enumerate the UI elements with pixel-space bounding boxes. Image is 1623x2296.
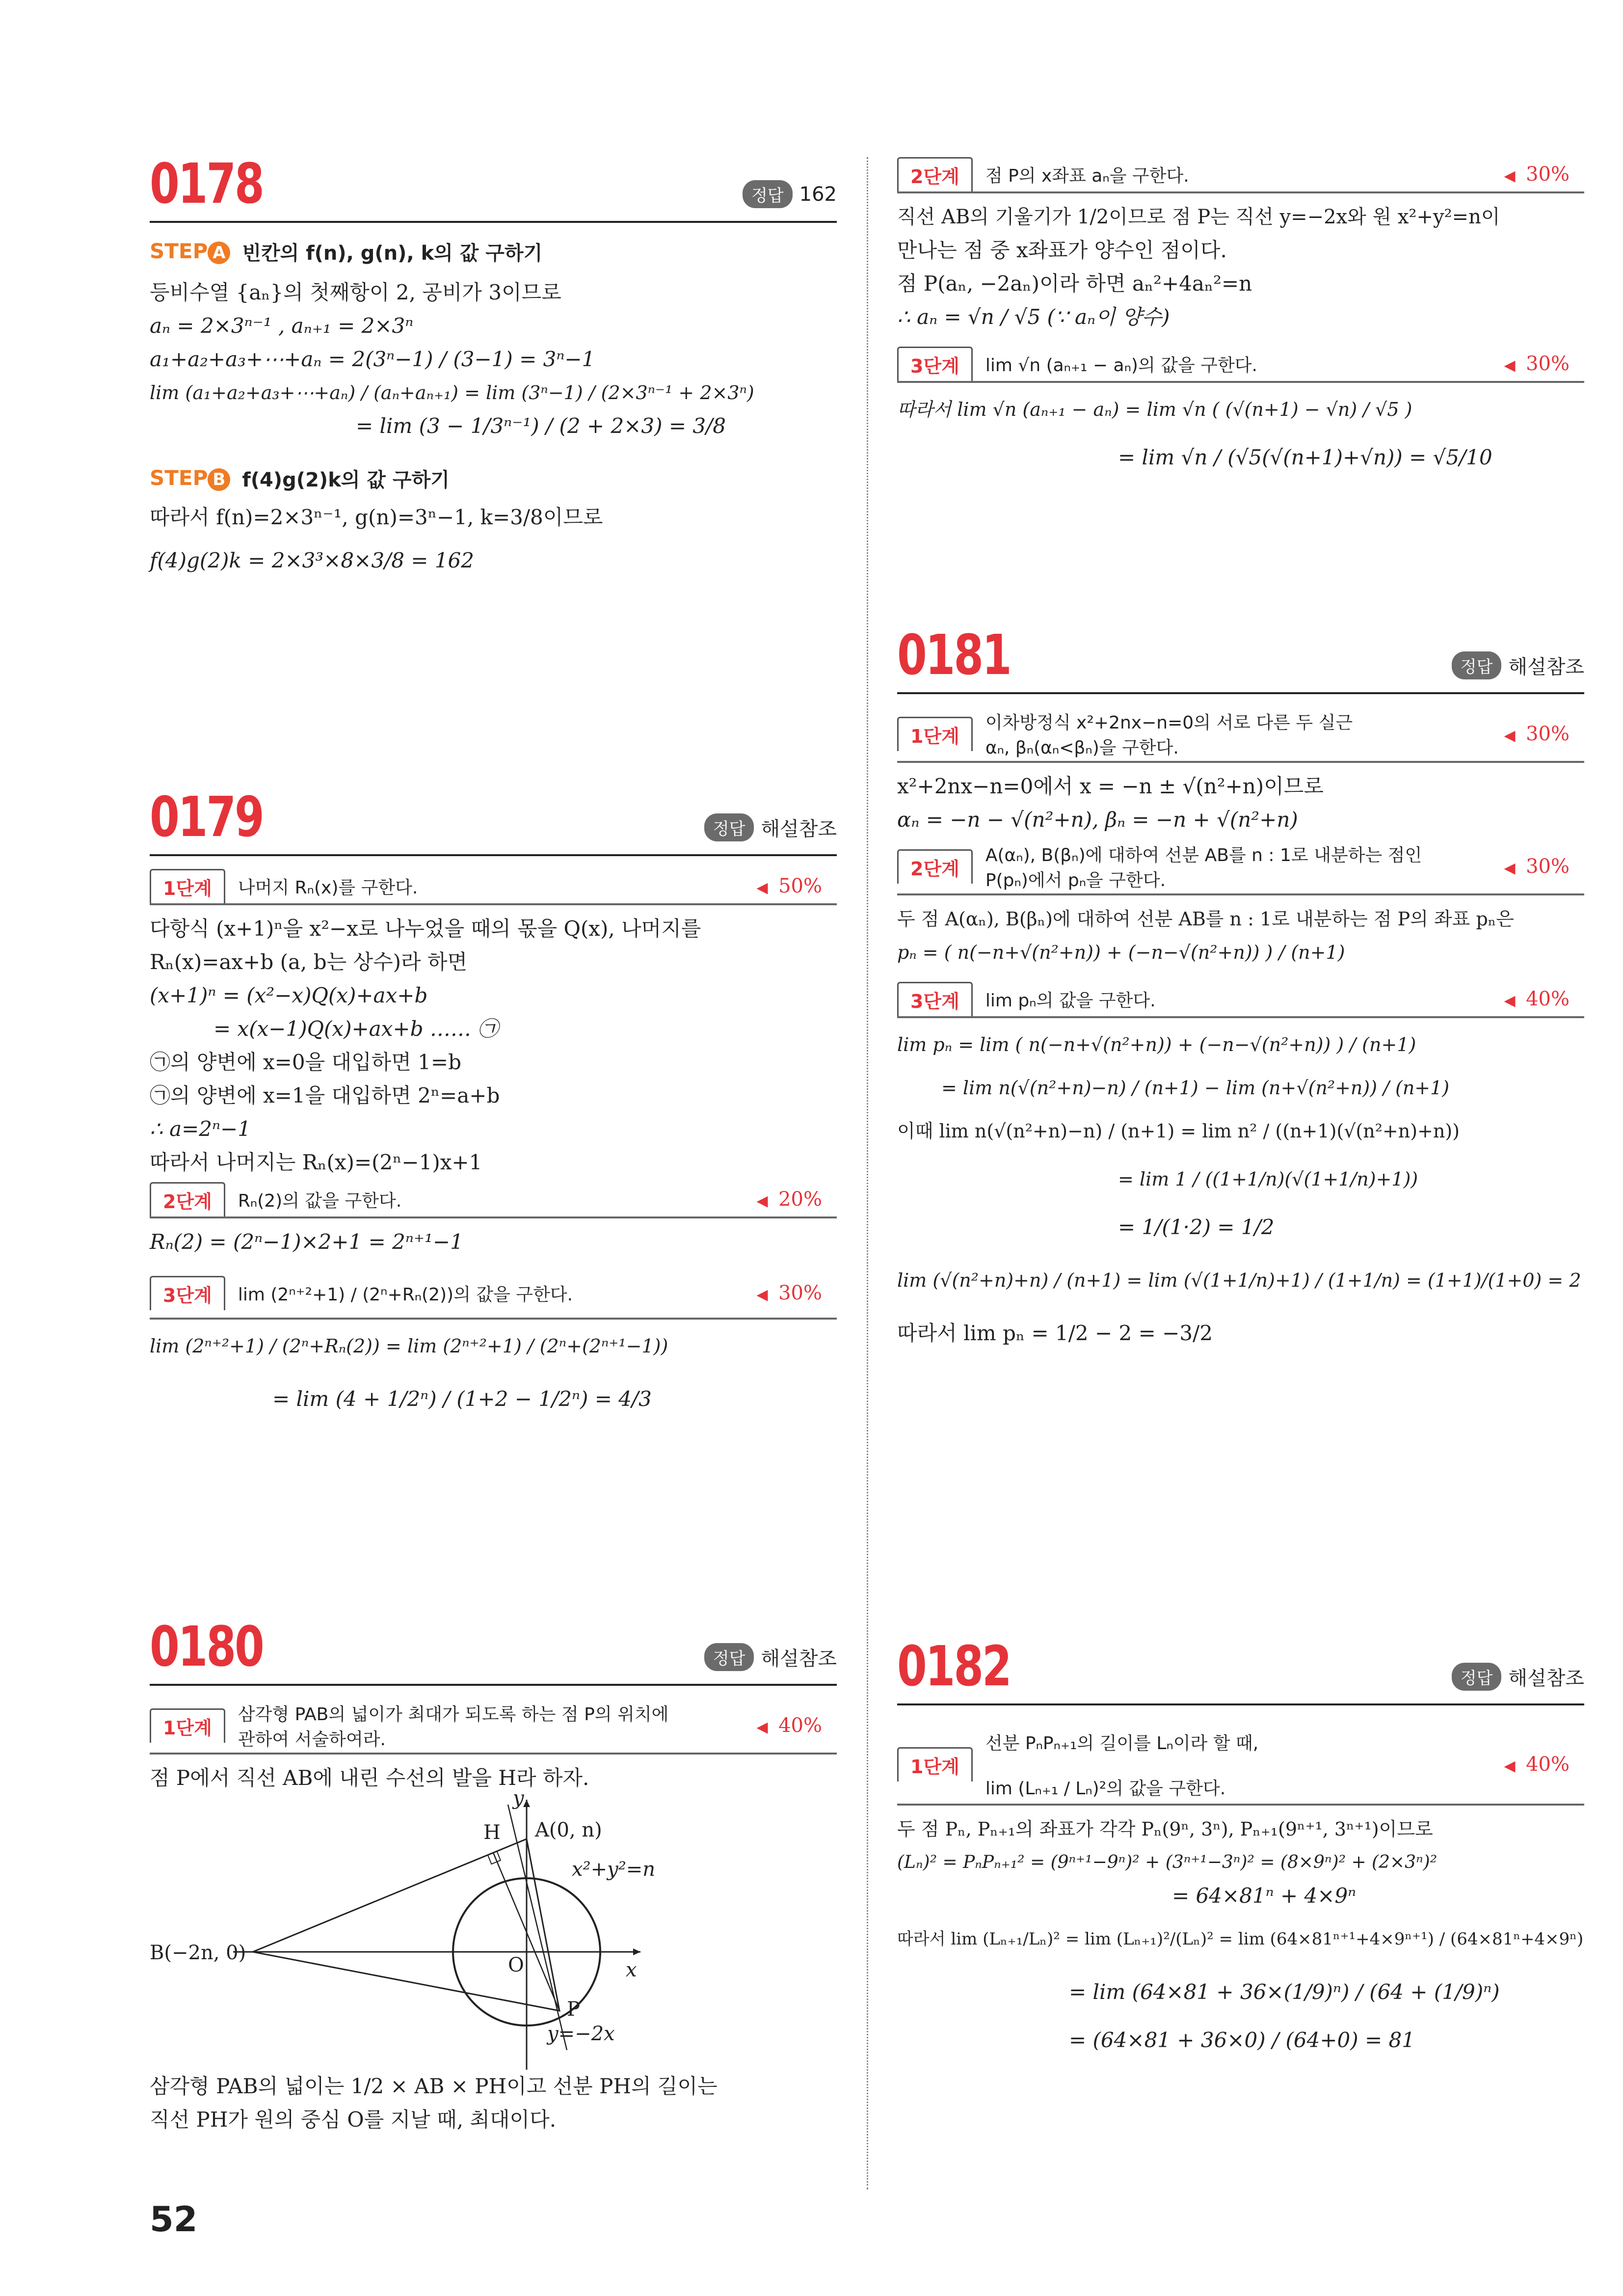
math-line: = (64×81 + 36×0) / (64+0) = 81 bbox=[1069, 2028, 1415, 2052]
step-b-title: f(4)g(2)k의 값 구하기 bbox=[242, 468, 450, 491]
stage-1 bbox=[897, 707, 1584, 763]
math-line: lim pₙ = lim ( n(−n+√(n²+n)) + (−n−√(n²+n)) ) / (n+1) bbox=[897, 1034, 1416, 1055]
stage-2 bbox=[897, 157, 1584, 193]
stage-2-body bbox=[897, 902, 1584, 969]
stage-desc-line: A(αₙ), B(βₙ)에 대하여 선분 AB를 n : 1로 내분하는 점인 bbox=[985, 845, 1422, 865]
answer-label: 정답 bbox=[1452, 1663, 1502, 1691]
stage-1 bbox=[150, 1699, 837, 1755]
problem-header bbox=[150, 781, 837, 856]
stage-desc: lim pₙ의 값을 구한다. bbox=[985, 990, 1156, 1011]
problem-number: 0181 bbox=[897, 623, 1011, 687]
stage-badge: 2단계 bbox=[897, 849, 973, 884]
math-line: αₙ = −n − √(n²+n), βₙ = −n + √(n²+n) bbox=[897, 808, 1298, 832]
answer-badge bbox=[743, 180, 837, 208]
answer-label: 정답 bbox=[704, 813, 754, 841]
stage-1 bbox=[897, 1725, 1584, 1806]
stage-desc bbox=[238, 1701, 669, 1751]
stage-1-body bbox=[150, 912, 837, 1179]
stage-badge: 1단계 bbox=[897, 1747, 973, 1782]
problem-header bbox=[150, 147, 837, 223]
answer-label: 정답 bbox=[1452, 651, 1502, 679]
stage-2 bbox=[897, 839, 1584, 895]
stage-percent: ◀ 30% bbox=[1504, 855, 1570, 878]
math-line: Rₙ(2) = (2ⁿ−1)×2+1 = 2ⁿ⁺¹−1 bbox=[150, 1230, 463, 1254]
triangle-pab bbox=[253, 1839, 559, 2011]
problem-0180 bbox=[150, 1610, 837, 2136]
stage-desc-line: αₙ, βₙ(αₙ<βₙ)을 구한다. bbox=[985, 738, 1179, 758]
stage-desc: 점 P의 x좌표 aₙ을 구한다. bbox=[985, 165, 1189, 186]
text-line: 직선 PH가 원의 중심 O를 지날 때, 최대이다. bbox=[150, 2107, 557, 2132]
text-line: 삼각형 PAB의 넓이는 1/2 × AB × PH이고 선분 PH의 길이는 bbox=[150, 2074, 718, 2098]
point-p-label: P bbox=[567, 1998, 580, 2021]
stage-3 bbox=[897, 982, 1584, 1018]
math-line: lim (a₁+a₂+a₃+⋯+aₙ) / (aₙ+aₙ₊₁) = lim (3ⁿ−1) / (2×3ⁿ⁻¹ + 2×3ⁿ) bbox=[150, 382, 754, 404]
circle-equation-label: x²+y²=n bbox=[572, 1858, 656, 1881]
math-line: pₙ = ( n(−n+√(n²+n)) + (−n−√(n²+n)) ) / (n+1) bbox=[897, 942, 1345, 963]
line-y-eq-neg2x bbox=[508, 1805, 567, 2050]
answer-value: 해설참조 bbox=[1508, 1667, 1584, 1690]
step-b-body bbox=[150, 501, 837, 577]
text-line: 만나는 점 중 x좌표가 양수인 점이다. bbox=[897, 238, 1227, 262]
text-line: x²+2nx−n=0에서 x = −n ± √(n²+n)이므로 bbox=[897, 774, 1324, 798]
stage-badge: 2단계 bbox=[150, 1182, 225, 1216]
step-b-header bbox=[150, 462, 837, 494]
math-line: 따라서 lim √n (aₙ₊₁ − aₙ) = lim √n ( (√(n+1) − √n) / √5 ) bbox=[897, 399, 1412, 420]
step-b-tag: STEP B bbox=[150, 466, 230, 491]
answer-badge bbox=[704, 1643, 837, 1671]
x-axis-label: x bbox=[626, 1959, 637, 1981]
stage-3-body bbox=[897, 393, 1584, 474]
math-line: = x(x−1)Q(x)+ax+b …… ㉠ bbox=[213, 1017, 499, 1041]
y-axis-arrow bbox=[523, 1800, 530, 1807]
problem-number: 0179 bbox=[150, 785, 263, 849]
math-line: ∴ a=2ⁿ−1 bbox=[150, 1117, 251, 1141]
math-line: = lim n(√(n²+n)−n) / (n+1) − lim (n+√(n²+n)) / (n+1) bbox=[941, 1077, 1450, 1099]
stage-3 bbox=[150, 1269, 837, 1320]
stage-percent: ◀ 50% bbox=[756, 875, 822, 897]
origin-label: O bbox=[508, 1954, 524, 1976]
stage-desc bbox=[985, 709, 1353, 759]
stage-2-body bbox=[897, 200, 1584, 334]
stage-badge: 1단계 bbox=[150, 869, 225, 903]
math-line: a₁+a₂+a₃+⋯+aₙ = 2(3ⁿ−1) / (3−1) = 3ⁿ−1 bbox=[150, 347, 595, 371]
stage-desc: 나머지 Rₙ(x)를 구한다. bbox=[238, 877, 418, 898]
stage-badge: 3단계 bbox=[897, 982, 973, 1016]
stage-desc-line: 선분 PₙPₙ₊₁의 길이를 Lₙ이라 할 때, bbox=[985, 1733, 1259, 1754]
stage-percent: ◀ 30% bbox=[756, 1282, 822, 1304]
answer-label: 정답 bbox=[743, 180, 793, 208]
stage-badge: 2단계 bbox=[897, 157, 973, 191]
stage-percent: ◀ 20% bbox=[756, 1188, 822, 1211]
answer-badge bbox=[1452, 651, 1584, 679]
answer-label: 정답 bbox=[704, 1643, 754, 1671]
stage-3-body bbox=[897, 1028, 1584, 1350]
stage-badge: 3단계 bbox=[150, 1276, 225, 1310]
step-a-tag: STEP A bbox=[150, 239, 230, 264]
stage-percent: ◀ 40% bbox=[1504, 1753, 1570, 1776]
column-divider bbox=[867, 157, 868, 2189]
right-angle-mark bbox=[488, 1851, 501, 1864]
problem-0182 bbox=[897, 1630, 1584, 2057]
math-line: lim (2ⁿ⁺²+1) / (2ⁿ+Rₙ(2)) = lim (2ⁿ⁺²+1) / (2ⁿ+(2ⁿ⁺¹−1)) bbox=[150, 1335, 668, 1357]
x-axis-arrow bbox=[633, 1948, 640, 1955]
math-line: lim (√(n²+n)+n) / (n+1) = lim (√(1+1/n)+1) / (1+1/n) = (1+1)/(1+0) = 2 bbox=[897, 1270, 1581, 1291]
stage-1-body bbox=[897, 770, 1584, 837]
problem-header bbox=[897, 1630, 1584, 1705]
text-line: 이때 lim n(√(n²+n)−n) / (n+1) = lim n² / ((n+1)(√(n²+n)+n)) bbox=[897, 1120, 1460, 1142]
problem-number: 0182 bbox=[897, 1635, 1011, 1699]
step-a-title: 빈칸의 f(n), g(n), k의 값 구하기 bbox=[242, 242, 543, 265]
stage-percent: ◀ 40% bbox=[756, 1714, 822, 1737]
stage-badge: 1단계 bbox=[897, 717, 973, 751]
math-line: = lim (3 − 1/3ⁿ⁻¹) / (2 + 2×3) = 3/8 bbox=[356, 414, 726, 438]
text-line: 따라서 lim pₙ = 1/2 − 2 = −3/2 bbox=[897, 1321, 1213, 1345]
circle-triangle-figure bbox=[150, 1787, 656, 2070]
text-line: 점 P(aₙ, −2aₙ)이라 하면 aₙ²+4aₙ²=n bbox=[897, 271, 1252, 296]
problem-0179 bbox=[150, 781, 837, 1416]
y-axis-label: y bbox=[513, 1787, 524, 1810]
point-b-label: B(−2n, 0) bbox=[150, 1942, 246, 1964]
problem-header bbox=[897, 619, 1584, 694]
step-a-body bbox=[150, 276, 837, 443]
text-line: 다항식 (x+1)ⁿ을 x²−x로 나누었을 때의 몫을 Q(x), 나머지를 bbox=[150, 917, 701, 941]
step-a-header bbox=[150, 236, 837, 267]
answer-value: 162 bbox=[799, 183, 837, 206]
stage-desc: lim (2ⁿ⁺²+1) / (2ⁿ+Rₙ(2))의 값을 구한다. bbox=[238, 1284, 573, 1305]
text-line: ㉠의 양변에 x=0을 대입하면 1=b bbox=[150, 1050, 461, 1074]
stage-percent: ◀ 30% bbox=[1504, 723, 1570, 745]
stage-desc: Rₙ(2)의 값을 구한다. bbox=[238, 1190, 402, 1211]
math-line: = lim 1 / ((1+1/n)(√(1+1/n)+1)) bbox=[1118, 1168, 1418, 1190]
stage-3 bbox=[897, 347, 1584, 383]
stage-desc: lim √n (aₙ₊₁ − aₙ)의 값을 구한다. bbox=[985, 355, 1257, 376]
stage-1-body bbox=[897, 1812, 1584, 2057]
stage-1 bbox=[150, 869, 837, 905]
text-line: 따라서 lim (Lₙ₊₁/Lₙ)² = lim (Lₙ₊₁)²/(Lₙ)² = lim (64×81ⁿ⁺¹+4×9ⁿ⁺¹) / (64×81ⁿ+4×9ⁿ) bbox=[897, 1929, 1584, 1949]
problem-header bbox=[150, 1610, 837, 1686]
text-line: 등비수열 {aₙ}의 첫째항이 2, 공비가 3이므로 bbox=[150, 280, 561, 304]
problem-number: 0178 bbox=[150, 152, 263, 216]
stage-3-body bbox=[150, 1329, 837, 1416]
stage-percent: ◀ 30% bbox=[1504, 163, 1570, 186]
answer-value: 해설참조 bbox=[761, 818, 837, 840]
text-line: 따라서 f(n)=2×3ⁿ⁻¹, g(n)=3ⁿ−1, k=3/8이므로 bbox=[150, 505, 603, 529]
text-line: 두 점 Pₙ, Pₙ₊₁의 좌표가 각각 Pₙ(9ⁿ, 3ⁿ), Pₙ₊₁(9ⁿ⁺¹, 3ⁿ⁺¹)이므로 bbox=[897, 1818, 1433, 1840]
stage-percent: ◀ 40% bbox=[1504, 988, 1570, 1010]
stage-percent: ◀ 30% bbox=[1504, 352, 1570, 375]
page-number: 52 bbox=[150, 2199, 198, 2240]
text-line: 점 P에서 직선 AB에 내린 수선의 발을 H라 하자. bbox=[150, 1766, 589, 1790]
stage-badge: 1단계 bbox=[150, 1708, 225, 1743]
math-line: aₙ = 2×3ⁿ⁻¹ , aₙ₊₁ = 2×3ⁿ bbox=[150, 314, 414, 338]
problem-number: 0180 bbox=[150, 1615, 263, 1679]
point-a-label: A(0, n) bbox=[535, 1819, 602, 1841]
stage-desc-line: lim (Lₙ₊₁ / Lₙ)²의 값을 구한다. bbox=[985, 1778, 1226, 1799]
text-line: 두 점 A(αₙ), B(βₙ)에 대하여 선분 AB를 n : 1로 내분하는 점 P의 좌표 pₙ은 bbox=[897, 908, 1514, 930]
problem-0181 bbox=[897, 619, 1584, 1350]
text-line: ㉠의 양변에 x=1을 대입하면 2ⁿ=a+b bbox=[150, 1083, 500, 1107]
line-equation-label: y=−2x bbox=[547, 2023, 615, 2045]
stage-2 bbox=[150, 1182, 837, 1218]
text-line: 따라서 나머지는 Rₙ(x)=(2ⁿ−1)x+1 bbox=[150, 1150, 482, 1174]
math-line: ∴ aₙ = √n / √5 (∵ aₙ이 양수) bbox=[897, 305, 1170, 329]
stage-badge: 3단계 bbox=[897, 347, 973, 381]
stage-desc-line: 이차방정식 x²+2nx−n=0의 서로 다른 두 실근 bbox=[985, 713, 1353, 733]
answer-value: 해설참조 bbox=[761, 1648, 837, 1670]
text-line: Rₙ(x)=ax+b (a, b는 상수)라 하면 bbox=[150, 950, 468, 974]
problem-0178 bbox=[150, 147, 837, 577]
stage-desc bbox=[985, 1729, 1258, 1800]
answer-badge bbox=[1452, 1663, 1584, 1691]
math-line: (Lₙ)² = PₙPₙ₊₁² = (9ⁿ⁺¹−9ⁿ)² + (3ⁿ⁺¹−3ⁿ)² = (8×9ⁿ)² + (2×3ⁿ)² bbox=[897, 1852, 1437, 1872]
text-line: 직선 AB의 기울기가 1/2이므로 점 P는 직선 y=−2x와 원 x²+y²=n이 bbox=[897, 206, 1500, 228]
math-line: = 64×81ⁿ + 4×9ⁿ bbox=[1172, 1884, 1357, 1908]
stage-desc-line: 관하여 서술하여라. bbox=[238, 1729, 386, 1750]
answer-value: 해설참조 bbox=[1508, 656, 1584, 678]
stage-desc-line: 삼각형 PAB의 넓이가 최대가 되도록 하는 점 P의 위치에 bbox=[238, 1704, 669, 1725]
stage-2-body bbox=[150, 1225, 837, 1259]
math-line: f(4)g(2)k = 2×3³×8×3/8 = 162 bbox=[150, 548, 474, 572]
problem-0180-continued bbox=[897, 157, 1584, 474]
math-line: = lim √n / (√5(√(n+1)+√n)) = √5/10 bbox=[1118, 445, 1492, 469]
math-line: = lim (64×81 + 36×(1/9)ⁿ) / (64 + (1/9)ⁿ) bbox=[1069, 1980, 1500, 2004]
stage-desc bbox=[985, 841, 1422, 891]
stage-desc-line: P(pₙ)에서 pₙ을 구한다. bbox=[985, 870, 1166, 891]
point-h-label: H bbox=[483, 1821, 501, 1844]
math-line: = lim (4 + 1/2ⁿ) / (1+2 − 1/2ⁿ) = 4/3 bbox=[272, 1387, 652, 1411]
math-line: = 1/(1·2) = 1/2 bbox=[1118, 1215, 1275, 1239]
math-line: (x+1)ⁿ = (x²−x)Q(x)+ax+b bbox=[150, 983, 428, 1007]
answer-badge bbox=[704, 813, 837, 841]
